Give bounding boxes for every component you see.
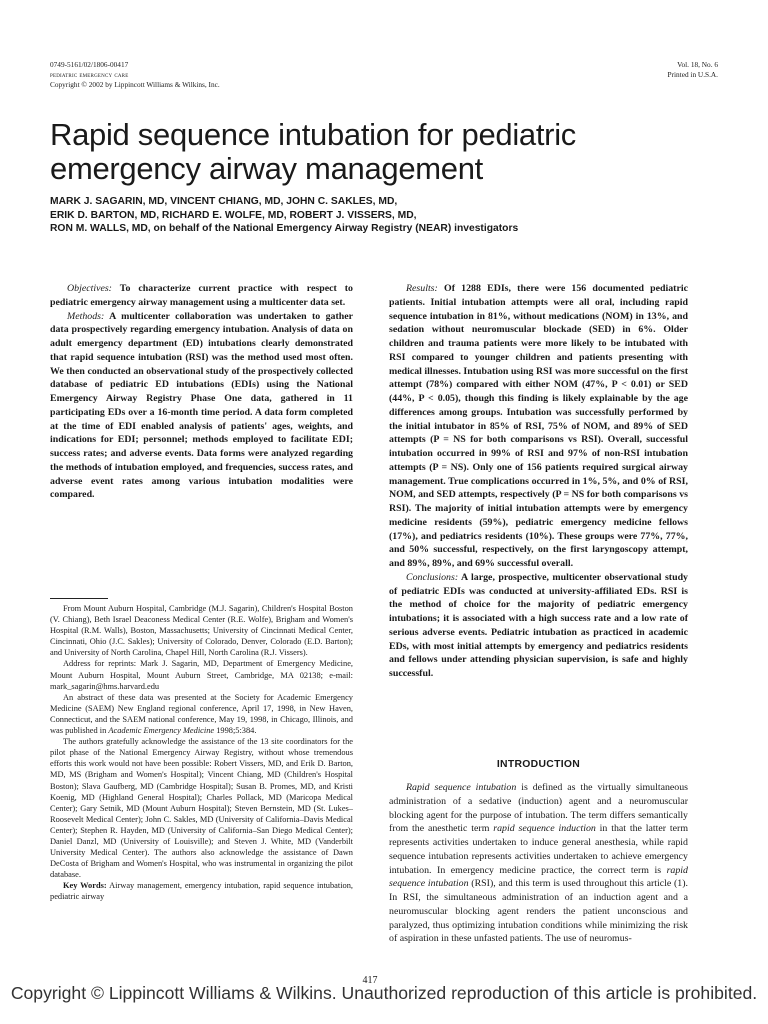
introduction-paragraph: Rapid sequence intubation is defined as the virtually simultaneous administration of a sedative (induction) agent and a neuromuscular blocking agent for the purpose of intubation. The term differs semantically from the anesthetic term rapid sequence induction in that the latter term represents activities undertaken to induce general anesthesia, while rapid sequence intubation represents activities undertaken to achieve emergency intubation. In emergency medicine practice, the correct term is rapid sequence intubation (RSI), and this term is used throughout this article (1). In RSI, the simultaneous administration of an induction agent and a neuromuscular blocking agent renders the patient unconscious and paralyzed, thus optimizing intubation conditions while minimizing the risk of aspiration in these unfasted patients. The use of neuromus- (389, 782, 689, 945)
journal-header-right (668, 60, 718, 80)
journal-name: pediatric emergency care (50, 70, 129, 79)
header-copyright: Copyright © 2002 by Lippincott Williams & Wilkins, Inc. (50, 80, 220, 89)
footnote-keywords: Key Words: Airway management, emergency intubation, rapid sequence intubation, pediatric airway (50, 881, 353, 902)
abstract-conclusions: Conclusions: A large, prospective, multicenter observational study of pediatric EDIs was conducted at university-affiliated EDs. RSI is the method of choice for the majority of pediatric emergency intubations; it is associated with a high success rate and a low rate of serious adverse events. Pediatric intubation as practiced in academic EDs, with most initial attempts by emergency and pediatrics residents and fellows under attending physician supervision, is safe and highly successful. (389, 571, 688, 679)
abstract-methods: Methods: A multicenter collaboration was undertaken to gather data prospectively regarding emergency intubation. Analysis of data on adult emergency department (ED) intubations clearly demonstrated that rapid sequence intubation (RSI) was the method used most often. We then conducted an observational study of the prospectively collected database of pediatric ED intubations (EDIs) using the National Emergency Airway Registry Phase One data, gathered in 11 participating EDs over a 16-month time period. A data form completed at the time of EDI enabled analysis of patients' ages, weights, and indications for EDI; personnel; methods employed to facilitate EDI; success rates; and adverse events. Data forms were analyzed regarding the methods of intubation employed, and frequencies, success rates, and adverse event rates among various intubation modalities were compared. (50, 310, 353, 501)
footnote-acknowledgments: The authors gratefully acknowledge the assistance of the 13 site coordinators for the pilot phase of the National Emergency Airway Registry, without whose tremendous efforts this work would not have been possible: Robert Vissers, MD, and Erik D. Barton, MD, MS (Brigham and Women's Hospital); Vincent Chiang, MD (Children's Hospital Boston); Slava Gaufberg, MD (Cambridge Hospital); Susan B. Promes, MD, and Kristi Koenig, MD (Highland General Hospital); Charles Pollack, MD (Maricopa Medical Center); Gary Setnik, MD (Mount Auburn Hospital); Steven Bernstein, MD (St. Lukes–Roosevelt Medical Center); John C. Sakles, MD (University of California–Davis Medical Center); Stephen R. Hayden, MD (University of California–San Diego Medical Center); Daniel Danzl, MD (University of Louisville); and Steven J. White, MD (Vanderbilt University Medical Center). The authors also acknowledge the assistance of Dawn DeCosta of Brigham and Women's Hospital, who was instrumental in organizing the pilot database. (50, 737, 353, 880)
article-code: 0749-5161/02/1806-00417 (50, 60, 129, 69)
author-line: MARK J. SAGARIN, MD, VINCENT CHIANG, MD, JOHN C. SAKLES, MD, (50, 196, 398, 207)
author-line: ERIK D. BARTON, MD, RICHARD E. WOLFE, MD, ROBERT J. VISSERS, MD, (50, 209, 417, 221)
abstract-left (50, 282, 353, 502)
printed-in: Printed in U.S.A. (667, 70, 718, 79)
footnotes (50, 603, 353, 903)
introduction-body (389, 781, 688, 946)
footnote-presentation: An abstract of these data was presented at the Society for Academic Emergency Medicine (SAEM) New England regional conference, April 17, 1998, in New Haven, Connecticut, and the SAEM national conference, May 19, 1998, in Chicago, Illinois, and was published in Academic Emergency Medicine 1998;5:384. (50, 692, 353, 736)
author-line: RON M. WALLS, MD, on behalf of the National Emergency Airway Registry (NEAR) investigators (50, 223, 519, 234)
introduction-heading: INTRODUCTION (496, 759, 581, 770)
footnote-affiliations: From Mount Auburn Hospital, Cambridge (M.J. Sagarin), Children's Hospital Boston (V. Chiang), Beth Israel Deaconess Medical Center (R.E. Wolfe), Brigham and Women's Hospital (R.M. Walls), Boston, Massachusetts; University of Cincinnati Medical Center, Cincinnati, Ohio (J.C. Sakles); University of Colorado, Denver, Colorado (E.D. Barton); and University of North Carolina, Chapel Hill, North Carolina (R.J. Vissers). (50, 604, 353, 658)
footnote-reprints: Address for reprints: Mark J. Sagarin, MD, Department of Emergency Medicine, Mount Auburn Hospital, Mount Auburn Street, Cambridge, MA 02138; e-mail: mark_sagarin@hms.harvard.edu (50, 659, 353, 691)
copyright-notice: Copyright © Lippincott Williams & Wilkins. Unauthorized reproduction of this article is prohibited. (10, 983, 758, 1003)
abstract-objectives: Objectives: To characterize current practice with respect to pediatric emergency airway management using a multicenter data set. (50, 283, 353, 308)
author-list (50, 195, 740, 236)
title-line: emergency airway management (50, 151, 483, 186)
abstract-right (389, 282, 688, 681)
abstract-results: Results: Of 1288 EDIs, there were 156 documented pediatric patients. Initial intubation attempts were all oral, including rapid sequence intubation in 81%, without medications (NOM) in 13%, and sedation without neuromuscular blockade (SED) in 6%. Older children and trauma patients were more likely to be intubated with RSI compared to younger children and patients presenting with medical illnesses. Intubation using RSI was more successful on the first attempt (78%) compared with either NOM (47%, P < 0.01) or SED (44%, P < 0.05), though this finding is likely explainable by the age differences among groups. Intubation was successfully performed by the initial intubator in 85% of RSI, 75% of NOM, and 89% of SED attempts (P = NS for both comparisons vs RSI). Overall, successful intubation occurred in 99% of RSI and 97% of non-RSI intubation attempts (P = NS). Only one of 156 patients required surgical airway management. True complications occurred in 1%, 5%, and 0% of RSI, NOM, and SED attempts, respectively (P = NS for both comparisons vs RSI). The majority of initial intubation attempts were by emergency medicine residents (59%), pediatric emergency medicine fellows (17%), and pediatrics residents (10%). These groups were 77%, 77%, and 50% successful, respectively, on the first laryngoscopy attempt, and 89%, 89%, and 69% successful overall. (389, 283, 688, 569)
journal-header-left (50, 60, 220, 90)
footnote-divider (50, 598, 108, 599)
article-title (50, 118, 730, 186)
title-line: Rapid sequence intubation for pediatric (50, 117, 576, 152)
page-number: 417 (362, 975, 378, 986)
volume-issue: Vol. 18, No. 6 (677, 60, 718, 69)
